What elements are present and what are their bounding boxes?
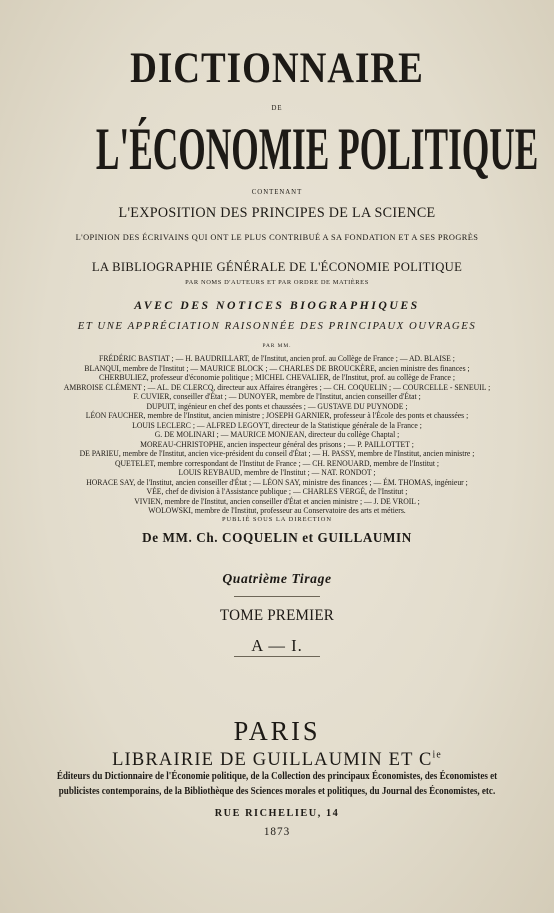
contributor-line: FRÉDÉRIC BASTIAT ; — H. BAUDRILLART, de l'Institut, ancien prof. au Collège de France ; — AD. BLAISE ; [99,354,455,363]
contributor-line: DE PARIEU, membre de l'Institut, ancien vice-président du conseil d'État ; — H. PASSY, membre de l'Institut, ancien ministre ; [79,449,475,458]
publisher-superscript: ie [432,749,442,761]
imprint-address: RUE RICHELIEU, 14 [214,808,340,819]
imprint-editors-line-1: Éditeurs du Dictionnaire de l'Économie politique, de la Collection des principaux Économistes, des Économistes et [56,770,498,782]
contributor-line: F. CUVIER, conseiller d'État ; — DUNOYER, membre de l'Institut, ancien conseiller d'État ; [133,392,421,401]
contributor-line: VIVIEN, membre de l'Institut, ancien conseiller d'État et ancien ministre ; — J. DE VROIL ; [134,496,420,506]
imprint-year: 1873 [263,826,291,838]
edition-tome: TOME PREMIER [219,607,335,624]
title-main: L'ÉCONOMIE POLITIQUE [95,115,539,183]
subtitle-exposition: L'EXPOSITION DES PRINCIPES DE LA SCIENCE [118,205,436,221]
edition-tirage: Quatrième Tirage [222,572,332,587]
title-de: DE [271,104,283,112]
imprint-editors-line-2: publicistes contemporains, de la Bibliothèque des Sciences morales et politiques, du Journal des Économistes, etc. [58,785,496,797]
contributor-line: AMBROISE CLÉMENT ; — AL. DE CLERCQ, directeur aux Affaires étrangères ; — CH. COQUELIN ; — COURCELLE - SENEUIL ; [63,382,491,392]
contributor-line: LÉON FAUCHER, membre de l'Institut, ancien ministre ; JOSEPH GARNIER, professeur à l'École des ponts et chaussées ; [85,411,469,420]
edition-range: A — I. [251,636,303,655]
divider [234,596,320,597]
title-dictionnaire: DICTIONNAIRE [130,43,424,93]
imprint-publisher [7,749,547,771]
contributor-line: HORACE SAY, de l'Institut, ancien conseiller d'État ; — LÉON SAY, ministre des finances ; — ÉM. THOMAS, ingénieur ; [86,477,468,487]
contributor-line: BLANQUI, membre de l'Institut ; — MAURICE BLOCK ; — CHARLES DE BROUCKÈRE, ancien ministre des finances ; [84,363,470,373]
subtitle-avec: AVEC DES NOTICES BIOGRAPHIQUES [134,298,420,312]
contributor-line: DUPUIT, ingénieur en chef des ponts et chaussées ; — GUSTAVE DU PUYNODE ; [146,401,408,411]
subtitle-contenant: CONTENANT [251,188,303,196]
contributor-line: LOUIS REYBAUD, membre de l'Institut ; — NAT. RONDOT ; [178,468,376,477]
contributor-line: WOLOWSKI, membre de l'Institut, professeur au Conservatoire des arts et métiers. [148,506,406,515]
contributor-line: G. DE MOLINARI ; — MAURICE MONJEAN, directeur du collège Chaptal ; [154,430,400,439]
contributor-line: QUETELET, membre correspondant de l'Institut de France ; — CH. RENOUARD, membre de l'Institut ; [114,458,440,468]
subtitle-par-noms: PAR NOMS D'AUTEURS ET PAR ORDRE DE MATIÈRES [185,279,369,286]
subtitle-bibliographie: LA BIBLIOGRAPHIE GÉNÉRALE DE L'ÉCONOMIE POLITIQUE [91,259,463,274]
publie-sous-direction: PUBLIÉ SOUS LA DIRECTION [222,516,332,523]
imprint-city: PARIS [233,716,321,746]
editors-names: De MM. Ch. COQUELIN et GUILLAUMIN [142,530,412,545]
contributor-line: VÉE, chef de division à l'Assistance publique ; — CHARLES VERGÉ, de l'Institut ; [146,487,408,496]
subtitle-opinion: L'OPINION DES ÉCRIVAINS QUI ONT LE PLUS CONTRIBUÉ A SA FONDATION ET A SES PROGRÈS [75,232,479,242]
publisher-name: LIBRAIRIE DE GUILLAUMIN ET C [112,749,433,770]
contributor-line: MOREAU-CHRISTOPHE, ancien inspecteur général des prisons ; — P. PAILLOTTET ; [140,439,414,449]
subtitle-par-mm: PAR MM. [262,343,292,349]
divider [234,656,320,657]
contributor-line: LOUIS LECLERC ; — ALFRED LEGOYT, directeur de la Statistique générale de la France ; [132,420,422,430]
subtitle-appreciation: ET UNE APPRÉCIATION RAISONNÉE DES PRINCIPAUX OUVRAGES [77,320,477,332]
contributor-line: CHERBULIEZ, professeur d'économie politique ; MICHEL CHEVALIER, de l'Institut, prof. au collège de France ; [98,373,456,382]
